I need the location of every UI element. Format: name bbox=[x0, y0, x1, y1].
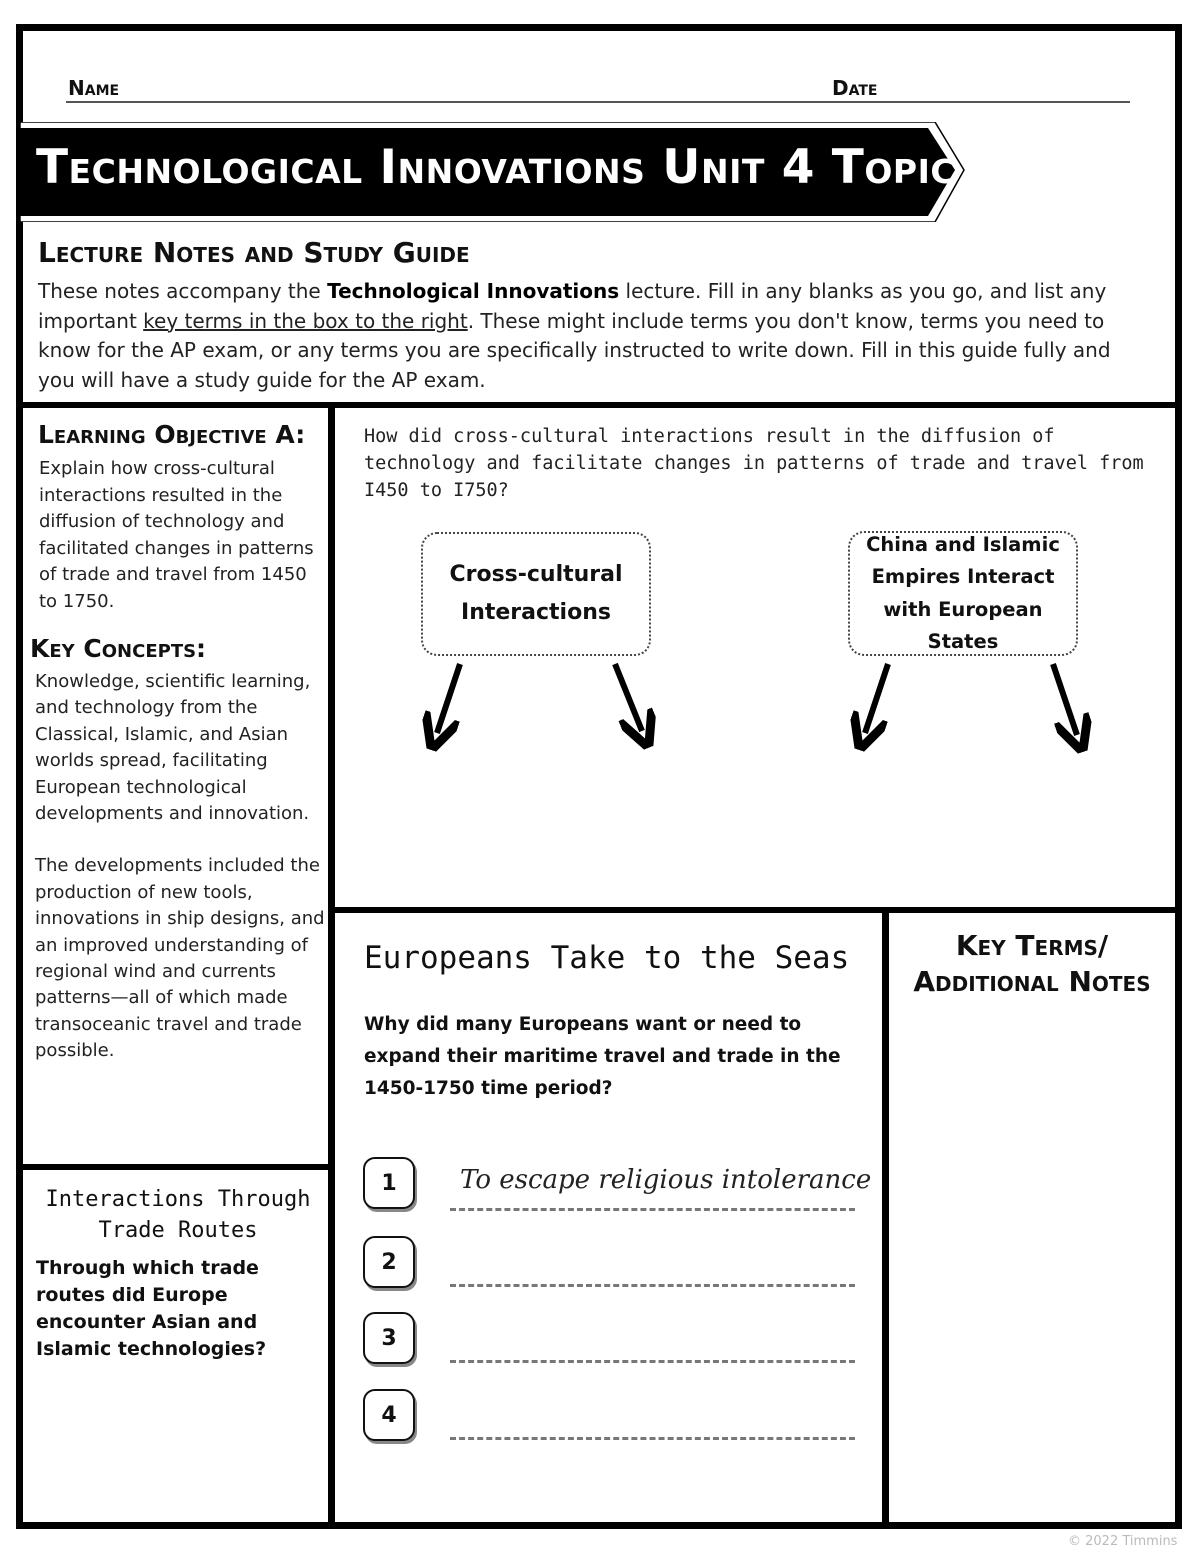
answer-number-4: 4 bbox=[363, 1389, 415, 1441]
key-concepts-paragraph: The developments included the production of new tools, innovations in ship designs, and an improved understanding of regional wind and currents patterns—all of which made transoceanic travel and trade possible. bbox=[35, 855, 325, 1062]
trade-routes-question: Through which trade routes did Europe encounter Asian and Islamic technologies? bbox=[36, 1257, 267, 1360]
key-concepts-heading: Key Concepts: bbox=[30, 634, 207, 663]
learning-objective-text: Explain how cross-cultural interactions resulted in the diffusion of technology and facilitated changes in patterns of trade and travel from 1450 to 1750. bbox=[39, 458, 314, 612]
answer-line-2[interactable] bbox=[450, 1284, 855, 1287]
arrow-icon bbox=[615, 664, 642, 731]
answer-number-1: 1 bbox=[363, 1157, 415, 1209]
answer-line-1[interactable] bbox=[450, 1208, 855, 1211]
copyright: © 2022 Timmins bbox=[1068, 1534, 1178, 1549]
trade-routes-title: Interactions Through Trade Routes bbox=[45, 1187, 311, 1243]
arrow-icon bbox=[437, 664, 460, 733]
key-terms-heading: Key Terms/ Additional Notes bbox=[913, 929, 1151, 998]
europeans-title: Europeans Take to the Seas bbox=[364, 940, 850, 976]
arrow-icon bbox=[1053, 664, 1077, 735]
date-label: Date bbox=[832, 76, 878, 100]
intro-underlined: key terms in the box to the right bbox=[143, 308, 468, 333]
china-islamic-box: China and Islamic Empires Interact with European States bbox=[848, 531, 1078, 656]
learning-objective-heading: Learning Objective A: bbox=[38, 420, 306, 449]
answer-line-4[interactable] bbox=[450, 1437, 855, 1440]
key-concepts-paragraph: Knowledge, scientific learning, and technology from the Classical, Islamic, and Asian worlds spread, facilitating European technological developments and innovation. bbox=[35, 671, 311, 825]
arrow-icon bbox=[865, 664, 888, 733]
page-title: Technological Innovations Unit 4 Topic 1 bbox=[36, 140, 1006, 195]
name-label: Name bbox=[68, 76, 120, 100]
intro-bold: Technological Innovations bbox=[327, 279, 620, 303]
answer-number-3: 3 bbox=[363, 1312, 415, 1364]
europeans-question: Why did many Europeans want or need to expand their maritime travel and trade in the 1450-1750 time period? bbox=[364, 1014, 841, 1099]
answer-line-3[interactable] bbox=[450, 1360, 855, 1363]
cross-cultural-box: Cross-cultural Interactions bbox=[421, 532, 651, 656]
subtitle: Lecture Notes and Study Guide bbox=[38, 236, 470, 269]
answer-1-text: To escape religious intolerance bbox=[460, 1165, 872, 1195]
answer-number-2: 2 bbox=[363, 1236, 415, 1288]
main-question: How did cross-cultural interactions result in the diffusion of technology and facilitate changes in patterns of trade and travel from I450 to I750? bbox=[364, 426, 1144, 501]
intro-text: These notes accompany the Technological Innovations lecture. Fill in any blanks as you go, and list any important key terms in the box to the right. These might include terms you don't know, terms you need to know for the AP exam, or any terms you are specifically instructed to write down. Fill in this guide fully and you will have a study guide for the AP exam. bbox=[38, 279, 1111, 392]
